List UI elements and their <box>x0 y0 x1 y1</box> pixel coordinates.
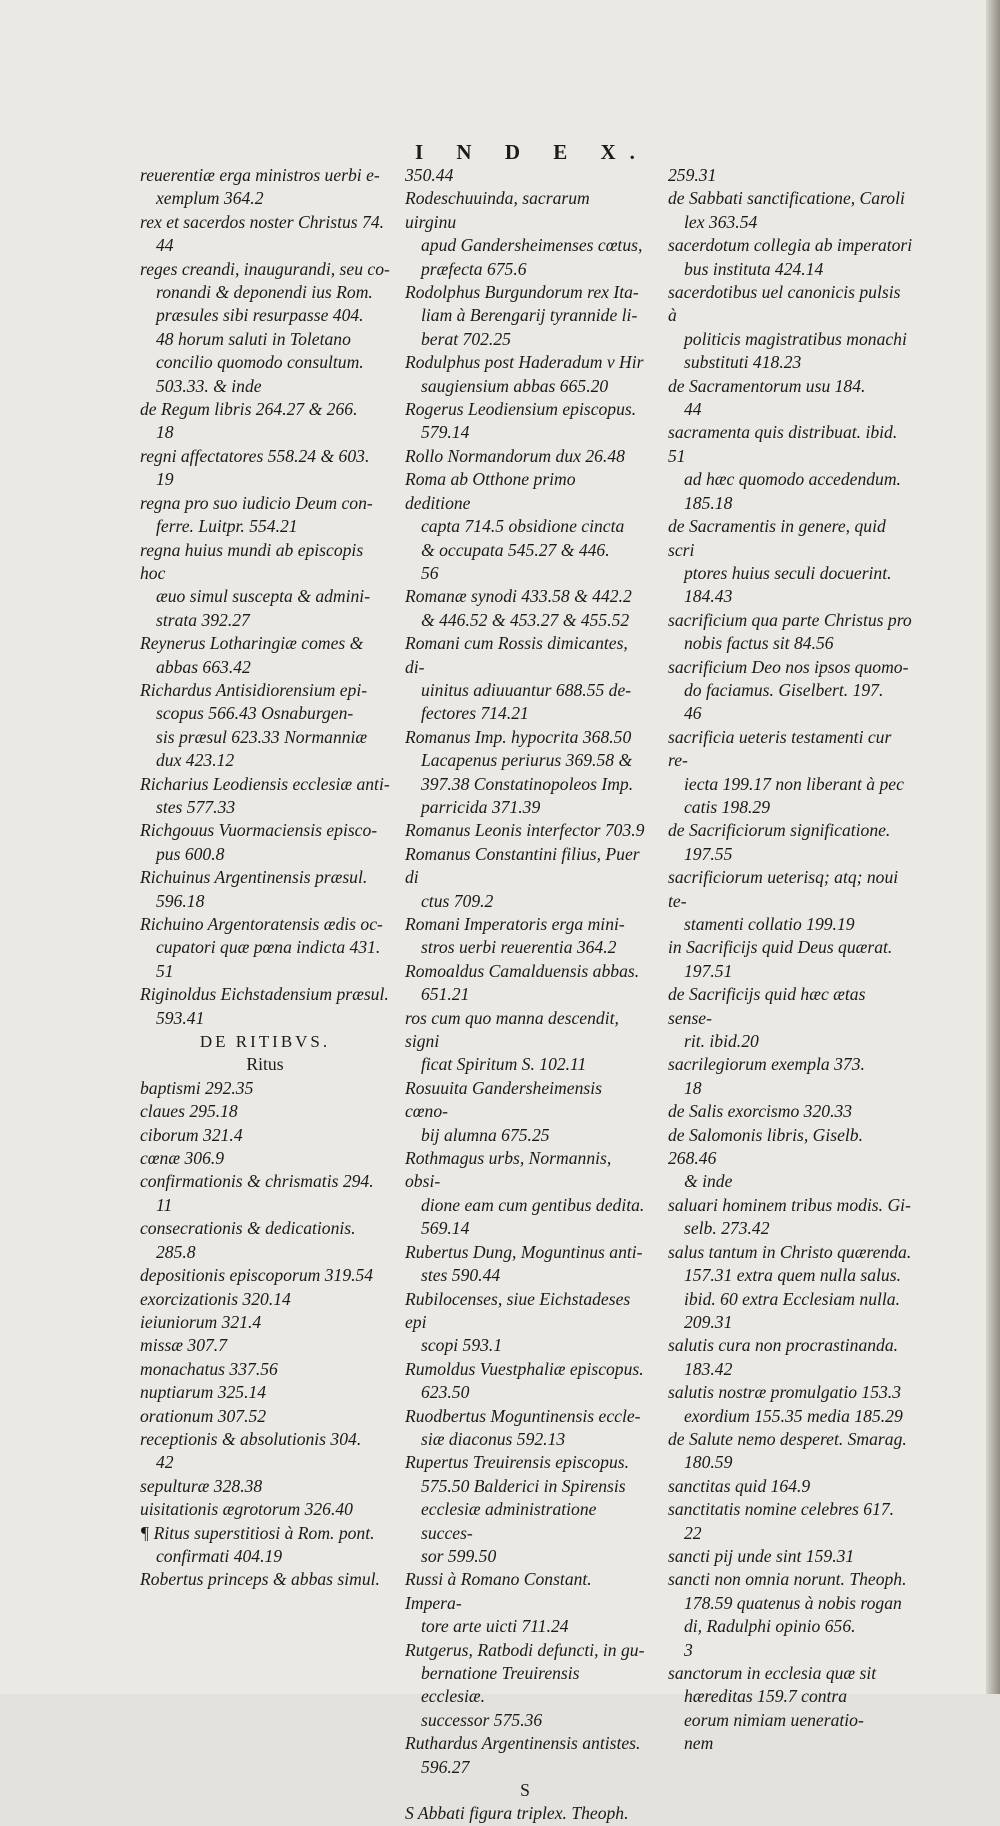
index-line: præfecta 675.6 <box>421 258 527 279</box>
index-line: consecrationis & dedicationis. <box>140 1218 356 1239</box>
index-line: Ruodbertus Moguntinensis eccle- <box>405 1405 641 1426</box>
index-line: nobis factus sit 84.56 <box>684 633 834 654</box>
index-line: Riginoldus Eichstadensium præsul. <box>140 984 389 1005</box>
index-line: Ruthardus Argentinensis antistes. <box>405 1733 641 1754</box>
index-line: baptismi 292.35 <box>140 1077 254 1098</box>
index-line: bus instituta 424.14 <box>684 258 824 279</box>
index-line: concilio quomodo consultum. <box>156 352 364 373</box>
index-line: 180.59 <box>684 1452 733 1473</box>
index-line: 48 horum saluti in Toletano <box>156 328 351 349</box>
index-line: regni affectatores 558.24 & 603. <box>140 445 370 466</box>
index-line: scopi 593.1 <box>421 1335 503 1356</box>
index-line: 579.14 <box>421 422 470 443</box>
index-line: xemplum 364.2 <box>156 188 264 209</box>
index-line: 575.50 Balderici in Spirensis <box>421 1475 626 1496</box>
index-line: Romanus Leonis interfector 703.9 <box>405 820 645 841</box>
index-line: Ritus <box>246 1054 284 1075</box>
index-line: fectores 714.21 <box>421 703 529 724</box>
index-line: exordium 155.35 media 185.29 <box>684 1405 903 1426</box>
index-line: sancti non omnia norunt. Theoph. <box>668 1569 907 1590</box>
index-line: liam à Berengarij tyrannide li- <box>421 305 638 326</box>
index-line: Rollo Normandorum dux 26.48 <box>405 445 625 466</box>
index-line: stamenti collatio 199.19 <box>684 914 855 934</box>
index-column-2 <box>405 164 645 1826</box>
index-line: 44 <box>684 399 702 420</box>
index-line: stros uerbi reuerentia 364.2 <box>421 937 617 958</box>
index-line: dux 423.12 <box>156 750 235 771</box>
index-line: 22 <box>684 1522 702 1543</box>
index-line: & 446.52 & 453.27 & 455.52 <box>421 609 630 630</box>
index-line: 285.8 <box>156 1241 196 1262</box>
index-line: Lacapenus periurus 369.58 & <box>421 750 633 771</box>
index-line: Rosuuita Gandersheimensis cœno- <box>405 1077 602 1122</box>
index-line: claues 295.18 <box>140 1101 238 1122</box>
index-line: sis præsul 623.33 Normanniæ <box>156 726 368 747</box>
index-line: de Salis exorcismo 320.33 <box>668 1101 853 1122</box>
index-line: 623.50 <box>421 1382 470 1403</box>
index-line: 11 <box>156 1194 173 1215</box>
index-line: sanctitas quid 164.9 <box>668 1475 811 1496</box>
index-line: bij alumna 675.25 <box>421 1124 550 1145</box>
index-line: saugiensium abbas 665.20 <box>421 375 609 396</box>
page-header: I N D E X. <box>415 140 649 164</box>
index-line: sacrificia ueteris testamenti cur re- <box>668 726 892 771</box>
index-line: 596.18 <box>156 890 205 911</box>
index-line: Romanus Imp. hypocrita 368.50 <box>405 726 632 747</box>
index-line: sanctorum in ecclesia quæ sit <box>668 1663 877 1683</box>
index-line: lex 363.54 <box>684 211 758 232</box>
index-line: 178.59 quatenus à nobis rogan <box>684 1592 902 1613</box>
index-line: & inde <box>684 1171 733 1192</box>
index-line: nuptiarum 325.14 <box>140 1382 267 1403</box>
index-line: Richuino Argentoratensis ædis oc- <box>140 914 383 934</box>
index-line: Romani cum Rossis dimicantes, di- <box>405 633 628 677</box>
index-line: eorum nimiam ueneratio- <box>684 1709 864 1730</box>
index-line: rex et sacerdos noster Christus 74. <box>140 211 385 232</box>
index-line: 185.18 <box>684 492 733 513</box>
index-line: salus tantum in Christo quærenda. <box>668 1241 912 1262</box>
index-line: orationum 307.52 <box>140 1405 267 1426</box>
index-line: capta 714.5 obsidione cincta <box>421 516 625 537</box>
index-line: scopus 566.43 Osnaburgen- <box>156 703 354 724</box>
index-line: 18 <box>684 1077 702 1098</box>
index-line: de Sacramentis in genere, quid scri <box>668 516 886 560</box>
index-line: successor 575.36 <box>421 1709 543 1730</box>
index-line: 19 <box>156 469 174 490</box>
index-line: Rothmagus urbs, Normannis, obsi- <box>405 1148 612 1192</box>
index-line: pus 600.8 <box>156 843 225 864</box>
index-line: tore arte uicti 711.24 <box>421 1616 569 1637</box>
page-edge <box>986 0 1000 1694</box>
index-line: substituti 418.23 <box>684 352 802 373</box>
index-line: & occupata 545.27 & 446. <box>421 539 610 560</box>
index-line: uinitus adiuuantur 688.55 de- <box>421 679 632 700</box>
index-column-3 <box>668 164 913 1756</box>
index-line: sacrilegiorum exempla 373. <box>668 1054 865 1075</box>
index-line: Rumoldus Vuestphaliæ episcopus. <box>405 1358 644 1379</box>
index-line: 197.55 <box>684 843 733 864</box>
index-line: Rubilocenses, siue Eichstadeses epi <box>405 1288 631 1332</box>
index-line: 18 <box>156 422 174 443</box>
index-line: S Abbati figura triplex. Theoph. <box>405 1803 629 1824</box>
index-line: 42 <box>156 1452 174 1473</box>
index-line: strata 392.27 <box>156 609 250 630</box>
index-line: ibid. 60 extra Ecclesiam nulla. <box>684 1288 900 1309</box>
index-line: parricida 371.39 <box>421 796 541 817</box>
index-line: nem <box>684 1733 714 1754</box>
index-line: exorcizationis 320.14 <box>140 1288 291 1309</box>
index-line: Robertus princeps & abbas simul. <box>140 1569 380 1590</box>
index-line: Rutgerus, Ratbodi defuncti, in gu- <box>405 1639 645 1660</box>
index-line: 259.31 <box>668 165 717 185</box>
index-line: siæ diaconus 592.13 <box>421 1428 566 1449</box>
index-line: rit. ibid.20 <box>684 1031 759 1052</box>
index-line: 183.42 <box>684 1358 733 1379</box>
index-line: saluari hominem tribus modis. Gi- <box>668 1194 911 1215</box>
index-line: DE RITIBVS. <box>199 1032 331 1052</box>
index-line: 569.14 <box>421 1218 470 1239</box>
index-line: do faciamus. Giselbert. 197. <box>684 679 884 700</box>
index-line: ecclesiæ administratione succes- <box>421 1499 597 1543</box>
index-line: æuo simul suscepta & admini- <box>156 586 371 607</box>
index-line: 350.44 <box>405 165 454 185</box>
index-line: de Sabbati sanctificatione, Caroli <box>668 188 905 209</box>
index-line: sacrificium qua parte Christus pro <box>668 609 912 630</box>
index-line: ciborum 321.4 <box>140 1124 243 1145</box>
index-line: in Sacrificijs quid Deus quærat. <box>668 937 893 958</box>
index-line: abbas 663.42 <box>156 656 251 677</box>
index-line: Richardus Antisidiorensium epi- <box>140 679 368 700</box>
index-line: stes 590.44 <box>421 1265 501 1286</box>
index-line: de Sacramentorum usu 184. <box>668 375 866 396</box>
index-line: sanctitatis nomine celebres 617. <box>668 1499 895 1520</box>
index-line: S <box>520 1780 530 1801</box>
index-line: ¶ Ritus superstitiosi à Rom. pont. <box>140 1522 375 1543</box>
index-line: missæ 307.7 <box>140 1335 228 1356</box>
index-line: ieiuniorum 321.4 <box>140 1311 262 1332</box>
index-line: depositionis episcoporum 319.54 <box>140 1265 374 1286</box>
index-line: 51 <box>156 960 174 981</box>
index-line: ferre. Luitpr. 554.21 <box>156 516 298 537</box>
index-line: Romani Imperatoris erga mini- <box>405 914 625 934</box>
index-line: Rodeschuuinda, sacrarum uirginu <box>405 188 590 232</box>
index-line: sacerdotibus uel canonicis pulsis à <box>668 282 901 326</box>
index-line: de Salute nemo desperet. Smarag. <box>668 1428 907 1449</box>
index-line: Rubertus Dung, Moguntinus anti- <box>405 1241 643 1262</box>
index-line: sacramenta quis distribuat. ibid. 51 <box>668 422 898 466</box>
index-line: 197.51 <box>684 960 733 981</box>
index-line: de Regum libris 264.27 & 266. <box>140 399 358 420</box>
index-line: reges creandi, inaugurandi, seu co- <box>140 258 390 279</box>
index-line: 596.27 <box>421 1756 470 1777</box>
index-line: ptores huius seculi docuerint. <box>684 562 892 583</box>
index-line: 157.31 extra quem nulla salus. <box>684 1265 901 1286</box>
index-line: apud Gandersheimenses cœtus, <box>421 235 643 256</box>
index-line: de Sacrificiorum significatione. <box>668 820 891 841</box>
index-line: iecta 199.17 non liberant à pec <box>684 773 904 794</box>
index-line: 651.21 <box>421 984 470 1005</box>
index-line: cœnæ 306.9 <box>140 1148 225 1169</box>
index-line: 184.43 <box>684 586 733 607</box>
index-line: salutis nostræ promulgatio 153.3 <box>668 1382 901 1403</box>
index-line: regna pro suo iudicio Deum con- <box>140 492 373 513</box>
index-line: Russi à Romano Constant. Impera- <box>405 1569 592 1613</box>
index-line: sepulturæ 328.38 <box>140 1475 263 1496</box>
index-line: berat 702.25 <box>421 328 511 349</box>
index-column-1 <box>140 164 390 1592</box>
index-line: 503.33. & inde <box>156 375 262 396</box>
index-line: di, Radulphi opinio 656. <box>684 1616 856 1637</box>
index-line: 46 <box>684 703 702 724</box>
index-line: 209.31 <box>684 1311 733 1332</box>
index-line: præsules sibi resurpasse 404. <box>156 305 364 326</box>
index-line: ad hæc quomodo accedendum. <box>684 469 901 490</box>
index-line: Romanus Constantini filius, Puer di <box>405 843 640 888</box>
index-line: bernatione Treuirensis ecclesiæ. <box>421 1663 580 1707</box>
index-line: hæreditas 159.7 contra <box>684 1686 848 1707</box>
index-line: Rupertus Treuirensis episcopus. <box>405 1452 629 1473</box>
index-line: selb. 273.42 <box>684 1218 770 1239</box>
index-line: confirmati 404.19 <box>156 1545 283 1566</box>
index-line: reuerentiæ erga ministros uerbi e- <box>140 165 380 185</box>
index-line: sancti pij unde sint 159.31 <box>668 1545 855 1566</box>
index-line: ronandi & deponendi ius Rom. <box>156 282 373 303</box>
index-line: dione eam cum gentibus dedita. <box>421 1194 645 1215</box>
index-line: Richgouus Vuormaciensis episco- <box>140 820 378 841</box>
index-line: politicis magistratibus monachi <box>684 328 907 349</box>
index-line: Rogerus Leodiensium episcopus. <box>405 399 637 420</box>
index-line: Richuinus Argentinensis præsul. <box>140 867 368 888</box>
index-line: sacerdotum collegia ab imperatori <box>668 235 913 256</box>
index-line: sor 599.50 <box>421 1545 497 1566</box>
index-line: ros cum quo manna descendit, signi <box>405 1007 619 1052</box>
index-line: 593.41 <box>156 1007 205 1028</box>
index-line: sacrificiorum ueterisq; atq; noui te- <box>668 867 899 911</box>
index-line: Richarius Leodiensis ecclesiæ anti- <box>140 773 390 794</box>
index-line: regna huius mundi ab episcopis hoc <box>140 539 364 583</box>
index-line: sacrificium Deo nos ipsos quomo- <box>668 656 909 677</box>
index-line: 56 <box>421 562 439 583</box>
index-line: Rodolphus Burgundorum rex Ita- <box>405 282 639 303</box>
index-line: 3 <box>684 1639 693 1660</box>
index-line: stes 577.33 <box>156 796 236 817</box>
index-line: Roma ab Otthone primo deditione <box>405 469 576 513</box>
index-line: cupatori quæ pœna indicta 431. <box>156 937 381 958</box>
index-line: ctus 709.2 <box>421 890 494 911</box>
index-line: ficat Spiritum S. 102.11 <box>421 1054 587 1075</box>
index-line: monachatus 337.56 <box>140 1358 278 1379</box>
index-line: de Salomonis libris, Giselb. 268.46 <box>668 1124 864 1169</box>
index-line: Romanæ synodi 433.58 & 442.2 <box>405 586 632 607</box>
index-line: de Sacrificijs quid hæc ætas sense- <box>668 984 866 1028</box>
index-line: confirmationis & chrismatis 294. <box>140 1171 374 1192</box>
index-line: receptionis & absolutionis 304. <box>140 1428 362 1449</box>
index-line: 44 <box>156 235 174 256</box>
index-line: catis 198.29 <box>684 796 771 817</box>
index-line: uisitationis ægrotorum 326.40 <box>140 1499 353 1520</box>
index-line: Reynerus Lotharingiæ comes & <box>140 633 364 654</box>
index-line: 397.38 Constatinopoleos Imp. <box>421 773 634 794</box>
index-line: salutis cura non procrastinanda. <box>668 1335 899 1356</box>
index-line: Rodulphus post Haderadum v Hir <box>405 352 644 373</box>
index-line: Romoaldus Camalduensis abbas. <box>405 960 640 981</box>
